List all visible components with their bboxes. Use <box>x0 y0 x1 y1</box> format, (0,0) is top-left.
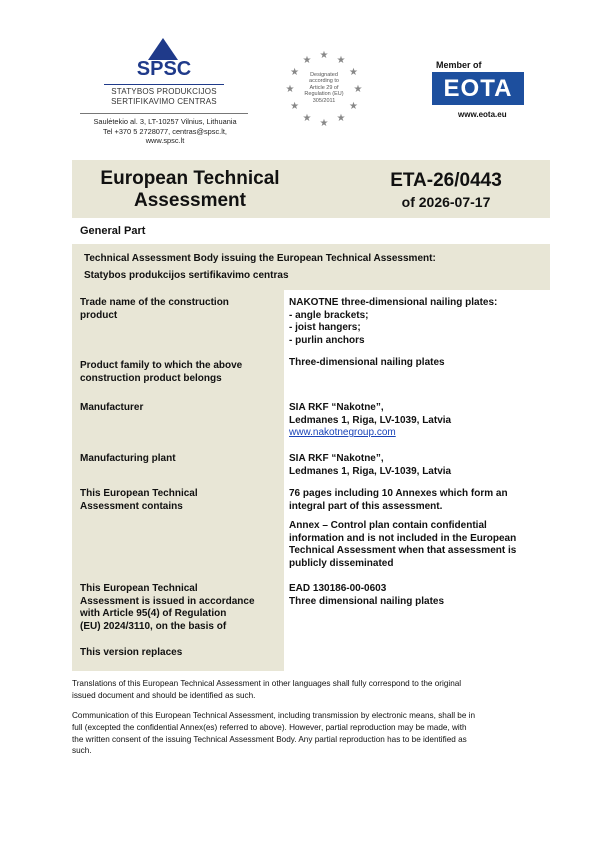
title-line1: European Technical <box>100 168 280 189</box>
label-line: Trade name of the construction <box>80 297 229 308</box>
star-icon: ★ <box>336 113 346 125</box>
plant-label <box>80 453 280 466</box>
label-line: product <box>80 309 118 321</box>
value-line: SIA RKF “Nakotne”, <box>289 453 384 464</box>
phone-line: Tel +370 5 2728077, centras@spsc.lt, <box>103 126 227 136</box>
contains-value <box>289 488 551 513</box>
value-line: Three-dimensional nailing plates <box>289 357 445 368</box>
member-of-label: Member of <box>436 60 482 70</box>
eu-badge-line: Article 29 of <box>309 84 339 91</box>
value-line: publicly disseminated <box>289 557 394 569</box>
star-icon: ★ <box>348 67 358 78</box>
star-icon: ★ <box>290 101 300 112</box>
value-line: NAKOTNE three-dimensional nailing plates: <box>289 297 498 308</box>
value-line: 76 pages including 10 Annexes which form an <box>289 488 508 499</box>
star-icon: ★ <box>302 54 312 66</box>
star-icon: ★ <box>336 54 346 66</box>
label-line: This version replaces <box>80 647 183 658</box>
basis-label <box>80 583 280 633</box>
value-line: Three dimensional nailing plates <box>289 595 445 607</box>
contains-annex-note <box>289 520 551 570</box>
value-line: Ledmanes 1, Riga, LV-1039, Latvia <box>289 465 452 477</box>
label-line: Assessment is issued in accordance <box>80 595 255 607</box>
trade-name-value <box>289 297 551 347</box>
label-line: with Article 95(4) of Regulation <box>80 608 227 620</box>
label-line: This European Technical <box>80 488 198 499</box>
value-line: Technical Assessment when that assessment is <box>289 545 517 557</box>
spsc-org-line2: SERTIFIKAVIMO CENTRAS <box>111 97 217 106</box>
value-line: EAD 130186-00-0603 <box>289 583 387 594</box>
star-icon: ★ <box>302 113 312 125</box>
value-line: - purlin anchors <box>289 334 365 346</box>
label-line: Product family to which the above <box>80 360 243 371</box>
communication-notice <box>72 710 538 757</box>
manufacturer-website-link[interactable]: www.nakotnegroup.com <box>289 427 396 439</box>
web-line: www.spsc.lt <box>145 136 185 146</box>
star-icon: ★ <box>348 101 358 112</box>
eu-badge-line: according to <box>309 78 339 85</box>
address-line: Saulėtekio al. 3, LT-10257 Vilnius, Lithuania <box>93 117 237 126</box>
spsc-org-line1: STATYBOS PRODUKCIJOS <box>111 87 217 96</box>
label-line: (EU) 2024/3110, on the basis of <box>80 620 227 632</box>
footer-line: the written consent of the issuing Technical Assessment Body. Any partial reproduction has to be identified as <box>72 734 467 744</box>
footer-line: Communication of this European Technical Assessment, including transmission by electronic means, shall be in <box>72 711 476 720</box>
star-icon: ★ <box>319 118 329 129</box>
title-line2: Assessment <box>134 190 246 211</box>
footer-line: such. <box>72 746 92 756</box>
contact-divider <box>80 113 248 114</box>
star-icon: ★ <box>319 50 329 61</box>
label-line: Assessment contains <box>80 500 183 512</box>
tab-heading: Technical Assessment Body issuing the European Technical Assessment: <box>84 253 436 264</box>
tab-band <box>72 244 550 290</box>
star-icon: ★ <box>285 84 295 95</box>
basis-value <box>289 583 551 608</box>
eota-logo: EOTA <box>443 75 513 102</box>
value-line: integral part of this assessment. <box>289 500 443 512</box>
eu-badge-text <box>300 72 348 104</box>
eu-badge-line: Designated <box>310 72 338 78</box>
contact-block <box>80 117 250 146</box>
label-line: Manufacturing plant <box>80 453 176 464</box>
star-icon: ★ <box>353 84 363 95</box>
product-family-value <box>289 357 551 370</box>
footer-line: issued document and should be identified as such. <box>72 690 256 700</box>
value-line: Annex – Control plan contain confidential <box>289 520 487 531</box>
value-line: - angle brackets; <box>289 309 369 321</box>
eota-url: www.eota.eu <box>458 110 507 119</box>
star-icon: ★ <box>290 67 300 78</box>
footer-line: Translations of this European Technical Assessment in other languages shall fully correspond to the original <box>72 679 462 688</box>
value-line: SIA RKF “Nakotne”, <box>289 402 384 413</box>
label-line: construction product belongs <box>80 372 222 384</box>
replaces-label <box>80 647 280 660</box>
eta-date: of 2026-07-17 <box>401 194 491 210</box>
eu-badge-line: Regulation (EU) <box>304 91 344 98</box>
eta-number: ETA-26/0443 <box>390 170 502 191</box>
tab-name: Statybos produkcijos sertifikavimo centras <box>84 270 289 281</box>
spsc-logo-triangle <box>148 38 178 60</box>
trade-name-label <box>80 297 280 322</box>
value-line: information and is not included in the European <box>289 532 517 544</box>
value-line: Ledmanes 1, Riga, LV-1039, Latvia <box>289 414 452 426</box>
document-title <box>100 168 280 212</box>
section-heading: General Part <box>80 225 146 237</box>
label-line: Manufacturer <box>80 402 144 413</box>
manufacturer-label <box>80 402 280 415</box>
spsc-logo-rule <box>104 84 224 85</box>
footer-line: full (excepted the confidential Annex(es) referred to above). However, partial reproduction may be made, with <box>72 722 467 732</box>
eu-badge-line: 305/2011 <box>312 97 336 104</box>
manufacturer-value <box>289 402 551 440</box>
translation-notice <box>72 678 538 702</box>
label-line: This European Technical <box>80 583 198 594</box>
value-line: - joist hangers; <box>289 322 361 334</box>
spsc-logo: SPSC <box>136 58 192 80</box>
product-family-label <box>80 360 280 385</box>
plant-value <box>289 453 551 478</box>
contains-label <box>80 488 280 513</box>
